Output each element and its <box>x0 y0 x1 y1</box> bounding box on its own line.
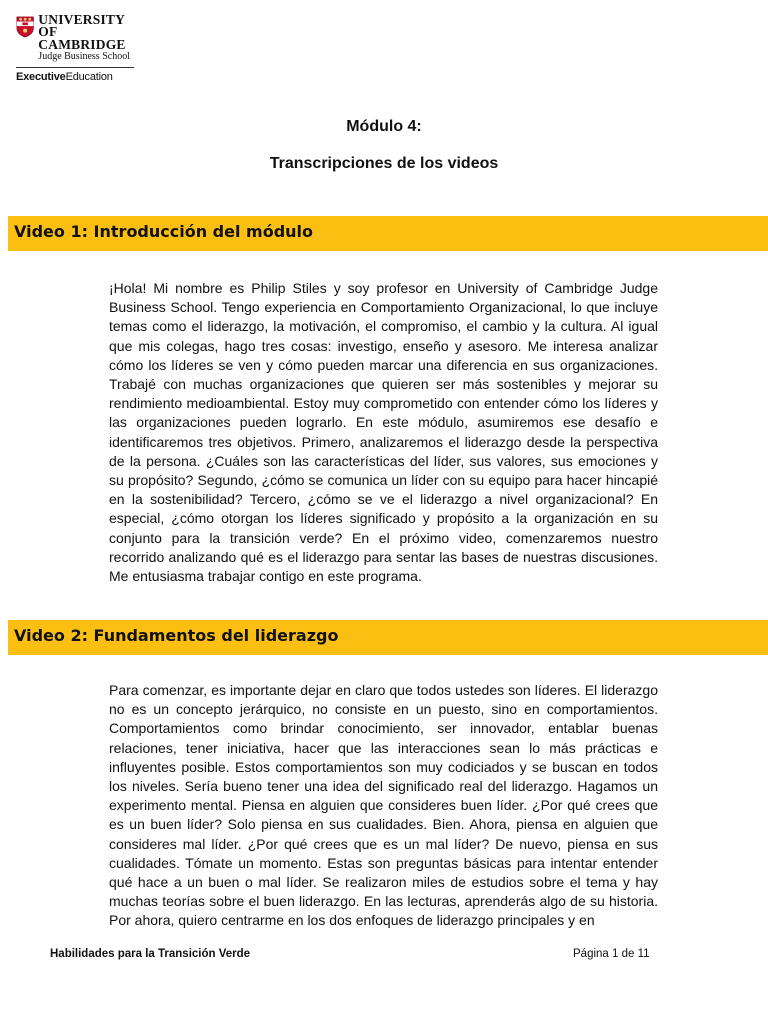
logo-line-school: Judge Business School <box>38 51 130 62</box>
executive-education-label <box>16 71 138 83</box>
logo-line-cambridge: CAMBRIDGE <box>38 37 126 52</box>
section-heading-text: Video 1: Introducción del módulo <box>14 222 314 241</box>
transcript-paragraph-video-1: ¡Hola! Mi nombre es Philip Stiles y soy profesor en University of Cambridge Judge Business School. Tengo experiencia en Comportamiento Organizacional, lo que incluye temas como el liderazgo, la motivación, el compromiso, el cambio y la cultura. Al igual que mis colegas, hago tres cosas: investigo, enseño y asesoro. Me interesa analizar cómo los líderes se ven y cómo pueden marcar una diferencia en sus organizaciones. Trabajé con muchas organizaciones que quieren ser más sostenibles y mejorar su rendimiento medioambiental. Estoy muy comprometido con entender cómo los líderes y las organizaciones pueden lograrlo. En este módulo, asumiremos ese desafío e identificaremos tres objetivos. Primero, analizaremos el liderazgo desde la perspectiva de la persona. ¿Cuáles son las características del líder, sus valores, sus emociones y su propósito? Segundo, ¿cómo se comunica un líder con su equipo para hacer hincapié en la sostenibilidad? Tercero, ¿cómo se ve el liderazgo a nivel organizacional? En especial, ¿cómo otorgan los líderes significado y propósito a la organización en su conjunto para la transición verde? En el próximo video, comenzaremos nuestro recorrido analizando qué es el liderazgo para sentar las bases de nuestras discusiones. Me entusiasma trabajar contigo en este programa. <box>109 280 658 585</box>
exec-bold-text: Executive <box>16 71 66 83</box>
section-heading-text: Video 2: Fundamentos del liderazgo <box>14 626 339 645</box>
logo-divider <box>16 67 134 68</box>
footer-page-number: Página 1 de 11 <box>573 948 650 960</box>
section-heading-video-2 <box>8 618 768 655</box>
footer-course-title: Habilidades para la Transición Verde <box>50 948 251 960</box>
module-title: Módulo 4: <box>346 118 422 135</box>
exec-rest-text: Education <box>65 71 113 83</box>
cambridge-crest-icon <box>16 15 34 39</box>
transcript-paragraph-video-2: Para comenzar, es importante dejar en claro que todos ustedes son líderes. El liderazgo no es un concepto jerárquico, no consiste en un puesto, sino en comportamientos. Comportamientos como brindar conocimiento, ser innovador, entablar buenas relaciones, tener iniciativa, hacer que las interacciones sean lo más prácticas e influyentes posible. Estos comportamientos son muy codiciados y se buscan en todos los niveles. Sería bueno tener una idea del significado real del liderazgo. Hagamos un experimento mental. Piensa en alguien que consideres buen líder. ¿Por qué crees que es un buen líder? Solo piensa en sus cualidades. Bien. Ahora, piensa en alguien que consideres mal líder. ¿Por qué crees que es un mal líder? De nuevo, piensa en sus cualidades. Tómate un momento. Estas son preguntas básicas para intentar entender qué hace a un buen o mal líder. Se realizaron miles de estudios sobre el tema y hay muchas teorías sobre el buen liderazgo. En las lecturas, aprenderás algo de su historia. Por ahora, quiero centrarme en los dos enfoques de liderazgo principales y en <box>109 682 658 929</box>
section-heading-video-1 <box>8 214 768 251</box>
cambridge-judge-logo <box>16 14 138 83</box>
document-title-block <box>0 116 768 175</box>
document-subtitle: Transcripciones de los videos <box>269 155 499 172</box>
logo-line-university: UNIVERSITY OF <box>38 12 125 39</box>
